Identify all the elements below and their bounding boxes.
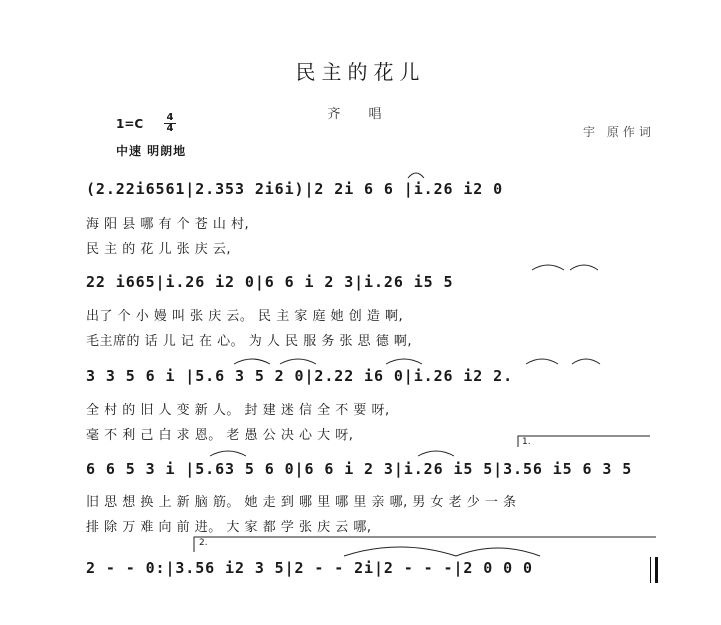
slur-mark [210,451,246,456]
volta-2-label: 2. [199,538,208,548]
notes-line-5: 2 - - 0:|3.56 i2 3 5|2 - - 2i|2 - - -|2 0 0 0 [86,559,533,577]
lyrics-line-2-verse-1: 出了 个 小 嫚 叫 张 庆 云。 民 主 家 庭 她 创 造 啊, [86,309,404,324]
volta-bracket-2 [194,537,656,552]
slur-mark [572,359,600,364]
slur-mark [234,359,270,364]
volta-bracket-1 [518,436,650,447]
lyrics-line-4-verse-1: 旧 思 想 换 上 新 脑 筋。 她 走 到 哪 里 哪 里 亲 哪, 男 女 老 少 一 条 [86,495,517,510]
slur-mark [526,359,558,364]
lyrics-line-4-verse-2: 排 除 万 难 向 前 进。 大 家 都 学 张 庆 云 哪, [86,520,372,535]
final-barline [655,557,658,583]
meter-top: 4 [164,113,176,124]
slur-mark [570,265,598,270]
notes-line-1: (2.22i6561|2.353 2i6i)|2 2i 6 6 |i.26 i2 0 [86,180,504,198]
lyrics-line-2-verse-2: 毛主席的 话 儿 记 在 心。 为 人 民 服 务 张 思 德 啊, [86,334,412,349]
slur-mark [418,451,454,456]
slur-mark [280,359,316,364]
lyrics-line-1-verse-2: 民 主 的 花 儿 张 庆 云, [86,242,232,257]
tie-mark [456,548,540,556]
lyrics-line-3-verse-1: 全 村 的 旧 人 变 新 人。 封 建 迷 信 全 不 要 呀, [86,403,390,418]
slur-mark [386,359,422,364]
lyrics-line-3-verse-2: 毫 不 利 己 白 求 恩。 老 愚 公 决 心 大 呀, [86,428,354,443]
tie-mark [344,547,456,556]
final-barline-thin [650,557,651,583]
notes-line-3: 3 3 5 6 i |5.6 3 5 2 0|2.22 i6 0|i.26 i2 2. [86,367,514,385]
tempo-marking: 中速 明朗地 [116,144,187,158]
meter-bottom: 4 [166,123,174,134]
notes-line-4: 6 6 5 3 i |5.63 5 6 0|6 6 i 2 3|i.26 i5 5|3.56 i5 6 3 5 [86,460,633,478]
notes-line-2: 22 i665|i.26 i2 0|6 6 i 2 3|i.26 i5 5 [86,273,454,291]
key-signature: 1=C [116,117,144,131]
volta-1-label: 1. [522,437,531,447]
performance-subtitle: 齐 唱 [327,107,394,122]
lyricist-credit: 宇 原作词 [583,125,655,139]
slur-mark [408,173,424,178]
lyrics-line-1-verse-1: 海 阳 县 哪 有 个 苍 山 村, [86,217,250,232]
song-title: 民主的花儿 [295,60,426,84]
slur-mark [532,265,564,270]
